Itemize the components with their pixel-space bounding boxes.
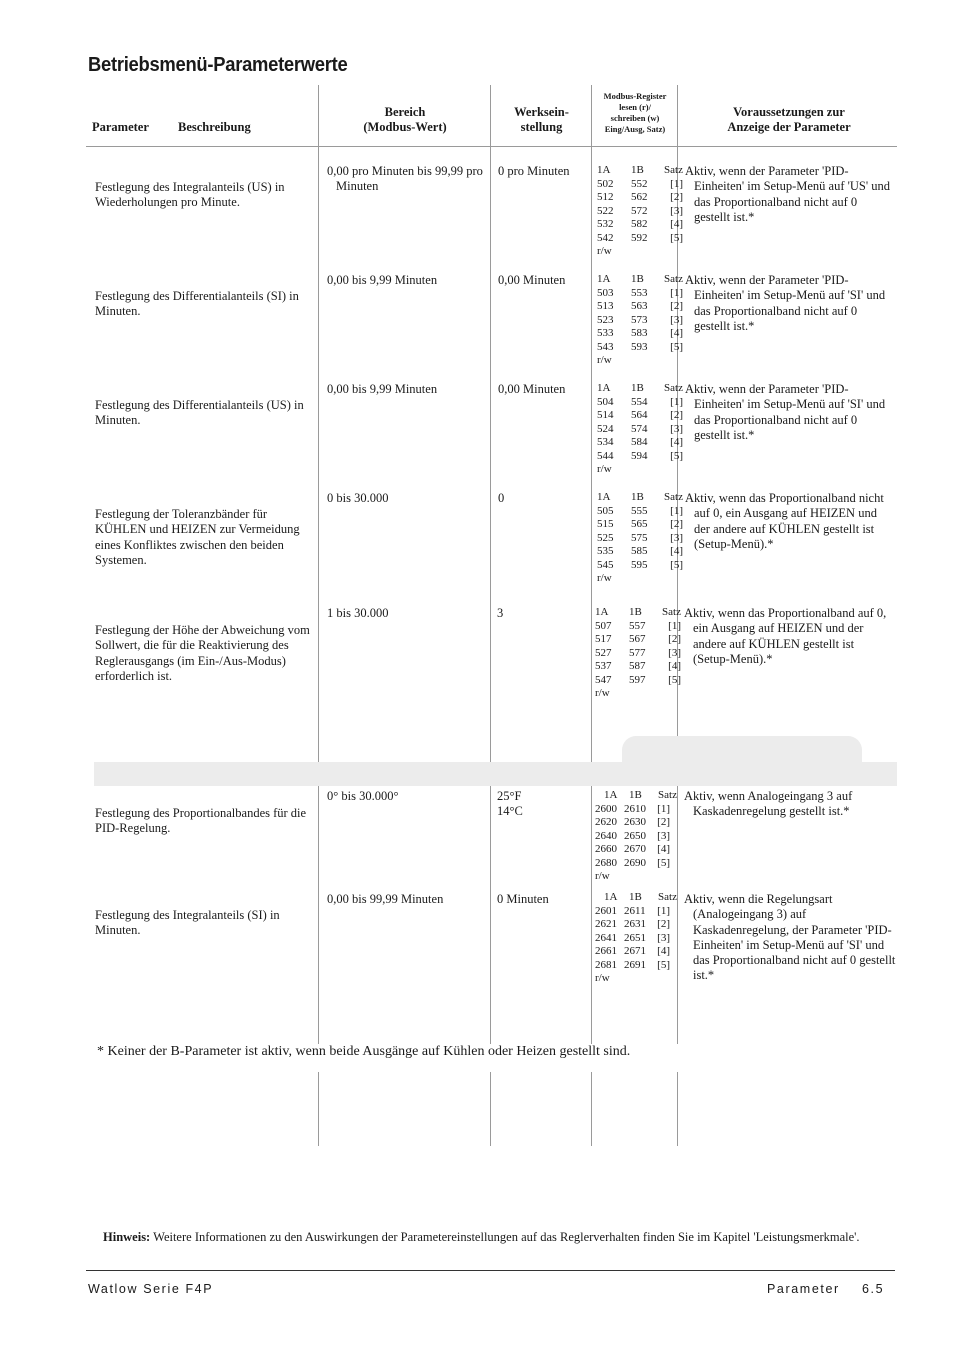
modbus-rw: r/w — [597, 463, 612, 475]
modbus-cell: 2661 — [595, 945, 617, 957]
modbus-head: Satz — [664, 491, 683, 503]
column-divider — [591, 85, 592, 763]
modbus-cell: [5] — [668, 673, 681, 686]
modbus-cell: 593 — [631, 340, 648, 353]
modbus-cell: [1] — [670, 177, 683, 190]
modbus-cell: [1] — [670, 286, 683, 299]
modbus-cell: 587 — [629, 660, 646, 672]
modbus-rw: r/w — [597, 354, 612, 366]
modbus-cell: [5] — [670, 449, 683, 462]
modbus-cell: 544 — [597, 449, 614, 462]
row-default: 0,00 Minuten — [498, 382, 566, 396]
modbus-cell: 2640 — [595, 829, 617, 842]
column-divider — [490, 1072, 491, 1146]
modbus-head: 1B — [631, 382, 644, 394]
modbus-cell: 575 — [631, 531, 648, 544]
modbus-cell: 584 — [631, 436, 648, 448]
footer-rule — [86, 1270, 895, 1271]
modbus-cell: 572 — [631, 204, 648, 217]
modbus-cell: 2641 — [595, 931, 617, 944]
modbus-cell: 2621 — [595, 918, 617, 930]
modbus-cell: 2630 — [624, 816, 646, 828]
row-default-line: 25°F — [497, 789, 522, 803]
modbus-cell: 577 — [629, 646, 646, 659]
modbus-cell: 2600 — [595, 802, 617, 815]
modbus-cell: 585 — [631, 545, 648, 557]
modbus-cell: [1] — [668, 619, 681, 632]
row-default: 0 — [498, 491, 505, 505]
row-description: Festlegung des Integralanteils (US) in Wiederholungen pro Minute. — [95, 180, 285, 210]
row-condition: Aktiv, wenn der Parameter 'PID-Einheiten' im Setup-Menü auf 'US' und das Proportionalband nicht auf 0 gestellt ist.* — [685, 164, 890, 224]
header-beschreibung: Beschreibung — [178, 120, 251, 134]
modbus-head: Satz — [662, 606, 681, 618]
row-modbus-registers — [595, 789, 677, 884]
modbus-cell: [3] — [657, 829, 670, 842]
modbus-cell: 2671 — [624, 945, 646, 957]
header-modbus-line: Eing/Ausg, Satz) — [604, 124, 666, 134]
modbus-cell: 553 — [631, 286, 648, 299]
column-divider — [318, 786, 319, 1044]
modbus-cell: 515 — [597, 518, 614, 530]
modbus-cell: [1] — [670, 504, 683, 517]
modbus-cell: 537 — [595, 660, 612, 672]
modbus-head: 1A — [597, 273, 611, 285]
modbus-cell: [4] — [670, 436, 683, 448]
modbus-head: 1B — [629, 606, 642, 618]
modbus-cell: 2660 — [595, 843, 617, 855]
row-range: 0,00 pro Minuten bis 99,99 pro Minuten — [327, 164, 483, 194]
modbus-cell: 562 — [631, 191, 648, 203]
modbus-cell: [1] — [657, 802, 670, 815]
column-divider — [677, 1072, 678, 1146]
row-condition: Aktiv, wenn das Proportionalband auf 0, ein Ausgang auf HEIZEN und der andere auf KÜHLEN gestellt ist (Setup-Menü).* — [684, 606, 887, 666]
modbus-cell: [5] — [657, 856, 670, 869]
row-description: Festlegung des Proportionalbandes für die PID-Regelung. — [95, 806, 307, 836]
row-description: Festlegung des Integralanteils (SI) in Minuten. — [95, 908, 280, 938]
modbus-head: Satz — [658, 789, 677, 801]
modbus-cell: 2650 — [624, 829, 646, 842]
modbus-head: Satz — [664, 382, 683, 394]
modbus-cell: 505 — [597, 504, 614, 517]
header-werkseinstellung-line2: stellung — [520, 120, 563, 134]
modbus-cell: [3] — [670, 313, 683, 326]
modbus-cell: 535 — [597, 545, 614, 557]
modbus-cell: [3] — [670, 204, 683, 217]
modbus-cell: 592 — [631, 231, 648, 244]
modbus-cell: 523 — [597, 313, 614, 326]
modbus-cell: 524 — [597, 422, 614, 435]
modbus-cell: [2] — [670, 300, 683, 312]
row-default: 0 pro Minuten — [498, 164, 570, 178]
header-modbus-line: Modbus-Register — [603, 91, 667, 101]
header-bereich-line2: (Modbus-Wert) — [363, 120, 447, 134]
row-range: 1 bis 30.000 — [327, 606, 389, 620]
modbus-cell: [4] — [670, 218, 683, 230]
modbus-cell: 583 — [631, 327, 648, 339]
modbus-cell: 504 — [597, 395, 614, 408]
row-modbus-registers — [597, 273, 683, 368]
row-default — [497, 789, 587, 820]
row-range: 0,00 bis 9,99 Minuten — [327, 382, 438, 396]
modbus-cell: [3] — [657, 931, 670, 944]
modbus-cell: [3] — [670, 422, 683, 435]
modbus-cell: [4] — [657, 945, 670, 957]
modbus-cell: 574 — [631, 422, 648, 435]
modbus-head: 1A — [604, 789, 618, 801]
modbus-cell: 2691 — [624, 958, 646, 971]
modbus-cell: 2651 — [624, 931, 646, 944]
footer-left: Watlow Serie F4P — [88, 1282, 214, 1296]
row-range: 0° bis 30.000° — [327, 789, 399, 803]
modbus-cell: 582 — [631, 218, 648, 230]
modbus-head: 1B — [631, 164, 644, 176]
modbus-cell: [3] — [670, 531, 683, 544]
column-divider — [677, 786, 678, 1044]
modbus-cell: [4] — [657, 843, 670, 855]
row-modbus-registers — [595, 606, 681, 701]
modbus-rw: r/w — [595, 870, 610, 882]
modbus-cell: [5] — [670, 340, 683, 353]
modbus-head: Satz — [658, 891, 677, 903]
modbus-cell: 512 — [597, 191, 614, 203]
header-voraussetzungen-line2: Anzeige der Parameter — [727, 120, 851, 134]
modbus-cell: 2601 — [595, 904, 617, 917]
modbus-head: 1B — [629, 789, 642, 801]
modbus-cell: [4] — [670, 327, 683, 339]
row-condition: Aktiv, wenn Analogeingang 3 auf Kaskadenregelung gestellt ist.* — [684, 789, 853, 819]
modbus-cell: 554 — [631, 395, 648, 408]
row-default-line: 14°C — [497, 804, 523, 819]
modbus-cell: 597 — [629, 673, 646, 686]
modbus-cell: [2] — [657, 918, 670, 930]
modbus-cell: 547 — [595, 673, 612, 686]
row-modbus-registers — [597, 491, 683, 586]
section-band — [94, 762, 897, 786]
modbus-cell: 527 — [595, 646, 612, 659]
modbus-cell: 573 — [631, 313, 648, 326]
modbus-cell: 503 — [597, 286, 614, 299]
column-divider — [591, 1072, 592, 1146]
header-werkseinstellung-line1: Werksein- — [514, 105, 569, 119]
hinweis-label: Hinweis: — [103, 1230, 151, 1244]
modbus-head: Satz — [664, 164, 683, 176]
footer-section: Parameter — [767, 1282, 840, 1296]
modbus-cell: 543 — [597, 340, 614, 353]
row-description: Festlegung der Toleranzbänder für KÜHLEN und HEIZEN zur Vermeidung eines Konfliktes zwischen den beiden Systemen. — [95, 507, 300, 567]
modbus-cell: 507 — [595, 619, 612, 632]
row-default: 0 Minuten — [497, 892, 549, 906]
modbus-head: 1B — [631, 273, 644, 285]
modbus-cell: [5] — [670, 558, 683, 571]
modbus-cell: 555 — [631, 504, 648, 517]
row-condition: Aktiv, wenn der Parameter 'PID-Einheiten' im Setup-Menü auf 'SI' und das Proportionalband nicht auf 0 gestellt ist.* — [685, 273, 886, 333]
modbus-cell: 513 — [597, 300, 614, 312]
modbus-cell: 545 — [597, 558, 614, 571]
modbus-head: 1A — [604, 891, 618, 903]
row-default: 0,00 Minuten — [498, 273, 566, 287]
modbus-cell: [2] — [657, 816, 670, 828]
modbus-cell: 2631 — [624, 918, 646, 930]
modbus-cell: 522 — [597, 204, 614, 217]
header-bereich — [320, 105, 490, 135]
hinweis — [88, 1229, 898, 1245]
modbus-head: Satz — [664, 273, 683, 285]
modbus-cell: 595 — [631, 558, 648, 571]
modbus-cell: 2620 — [595, 816, 617, 828]
row-default: 3 — [497, 606, 504, 620]
modbus-cell: 565 — [631, 518, 648, 530]
row-condition: Aktiv, wenn das Proportionalband nicht auf 0, ein Ausgang auf HEIZEN und der andere auf KÜHLEN gestellt ist (Setup-Menü).* — [685, 491, 884, 551]
section-tab — [622, 736, 862, 763]
modbus-cell: 563 — [631, 300, 648, 312]
modbus-cell: 2670 — [624, 843, 646, 855]
modbus-rw: r/w — [595, 687, 610, 699]
modbus-cell: 552 — [631, 177, 648, 190]
modbus-head: 1A — [597, 382, 611, 394]
header-rule — [86, 146, 897, 147]
modbus-rw: r/w — [597, 245, 612, 257]
modbus-cell: [2] — [670, 518, 683, 530]
modbus-cell: [4] — [670, 545, 683, 557]
header-voraussetzungen-line1: Voraussetzungen zur — [733, 105, 845, 119]
header-modbus — [592, 91, 678, 135]
column-divider — [318, 1072, 319, 1146]
row-range: 0,00 bis 99,99 Minuten — [327, 892, 444, 906]
hinweis-text: Weitere Informationen zu den Auswirkungen der Parametereinstellungen auf das Reglerverhalten finden Sie im Kapitel 'Leistungsmerkmale'. — [153, 1230, 860, 1244]
modbus-cell: [5] — [670, 231, 683, 244]
modbus-cell: 542 — [597, 231, 614, 244]
modbus-cell: [1] — [670, 395, 683, 408]
row-condition: Aktiv, wenn die Regelungsart (Analogeingang 3) auf Kaskadenregelung, der Parameter 'PID-Einheiten' im Setup-Menü auf 'SI' und das Proportionalband nicht auf 0 gestellt ist.* — [684, 892, 896, 983]
header-voraussetzungen — [680, 105, 898, 135]
modbus-cell: 514 — [597, 409, 614, 421]
header-werkseinstellung — [492, 105, 591, 135]
row-range: 0 bis 30.000 — [327, 491, 389, 505]
modbus-cell: [2] — [670, 409, 683, 421]
row-modbus-registers — [597, 164, 683, 259]
modbus-cell: 2610 — [624, 802, 646, 815]
row-description: Festlegung des Differentialanteils (US) in Minuten. — [95, 398, 304, 428]
row-condition: Aktiv, wenn der Parameter 'PID-Einheiten' im Setup-Menü auf 'SI' und das Proportionalband nicht auf 0 gestellt ist.* — [685, 382, 886, 442]
footer-page-number: 6.5 — [862, 1282, 885, 1296]
modbus-cell: 533 — [597, 327, 614, 339]
modbus-cell: 502 — [597, 177, 614, 190]
modbus-cell: 2681 — [595, 958, 617, 971]
row-range: 0,00 bis 9,99 Minuten — [327, 273, 438, 287]
modbus-cell: 517 — [595, 633, 612, 645]
modbus-cell: 557 — [629, 619, 646, 632]
modbus-cell: 2690 — [624, 856, 646, 869]
modbus-cell: 564 — [631, 409, 648, 421]
modbus-cell: [2] — [670, 191, 683, 203]
row-modbus-registers — [597, 382, 683, 477]
modbus-cell: 2611 — [624, 904, 646, 917]
row-modbus-registers — [595, 891, 677, 986]
modbus-cell: 532 — [597, 218, 614, 230]
row-description: Festlegung des Differentialanteils (SI) in Minuten. — [95, 289, 299, 319]
modbus-cell: [5] — [657, 958, 670, 971]
modbus-rw: r/w — [595, 972, 610, 984]
modbus-head: 1B — [631, 491, 644, 503]
row-description: Festlegung der Höhe der Abweichung vom Sollwert, die für die Reaktivierung des Reglerausgangs (im Ein-/Aus-Modus) erforderlich ist. — [95, 623, 310, 683]
modbus-head: 1B — [629, 891, 642, 903]
modbus-head: 1A — [597, 164, 611, 176]
header-modbus-line: lesen (r)/ — [619, 102, 651, 112]
modbus-cell: 594 — [631, 449, 648, 462]
header-modbus-line: schreiben (w) — [610, 113, 660, 123]
column-divider — [490, 786, 491, 1044]
header-bereich-line1: Bereich — [384, 105, 426, 119]
modbus-rw: r/w — [597, 572, 612, 584]
footnote: * Keiner der B-Parameter ist aktiv, wenn beide Ausgänge auf Kühlen oder Heizen gestellt sind. — [97, 1044, 631, 1059]
modbus-cell: [4] — [668, 660, 681, 672]
modbus-cell: [2] — [668, 633, 681, 645]
modbus-cell: 534 — [597, 436, 614, 448]
modbus-cell: [1] — [657, 904, 670, 917]
modbus-cell: [3] — [668, 646, 681, 659]
modbus-cell: 2680 — [595, 856, 617, 869]
modbus-head: 1A — [595, 606, 609, 618]
modbus-cell: 525 — [597, 531, 614, 544]
column-divider — [591, 786, 592, 1044]
modbus-head: 1A — [597, 491, 611, 503]
header-parameter: Parameter — [92, 120, 149, 134]
modbus-cell: 567 — [629, 633, 646, 645]
page-title: Betriebsmenü-Parameterwerte — [88, 54, 348, 76]
